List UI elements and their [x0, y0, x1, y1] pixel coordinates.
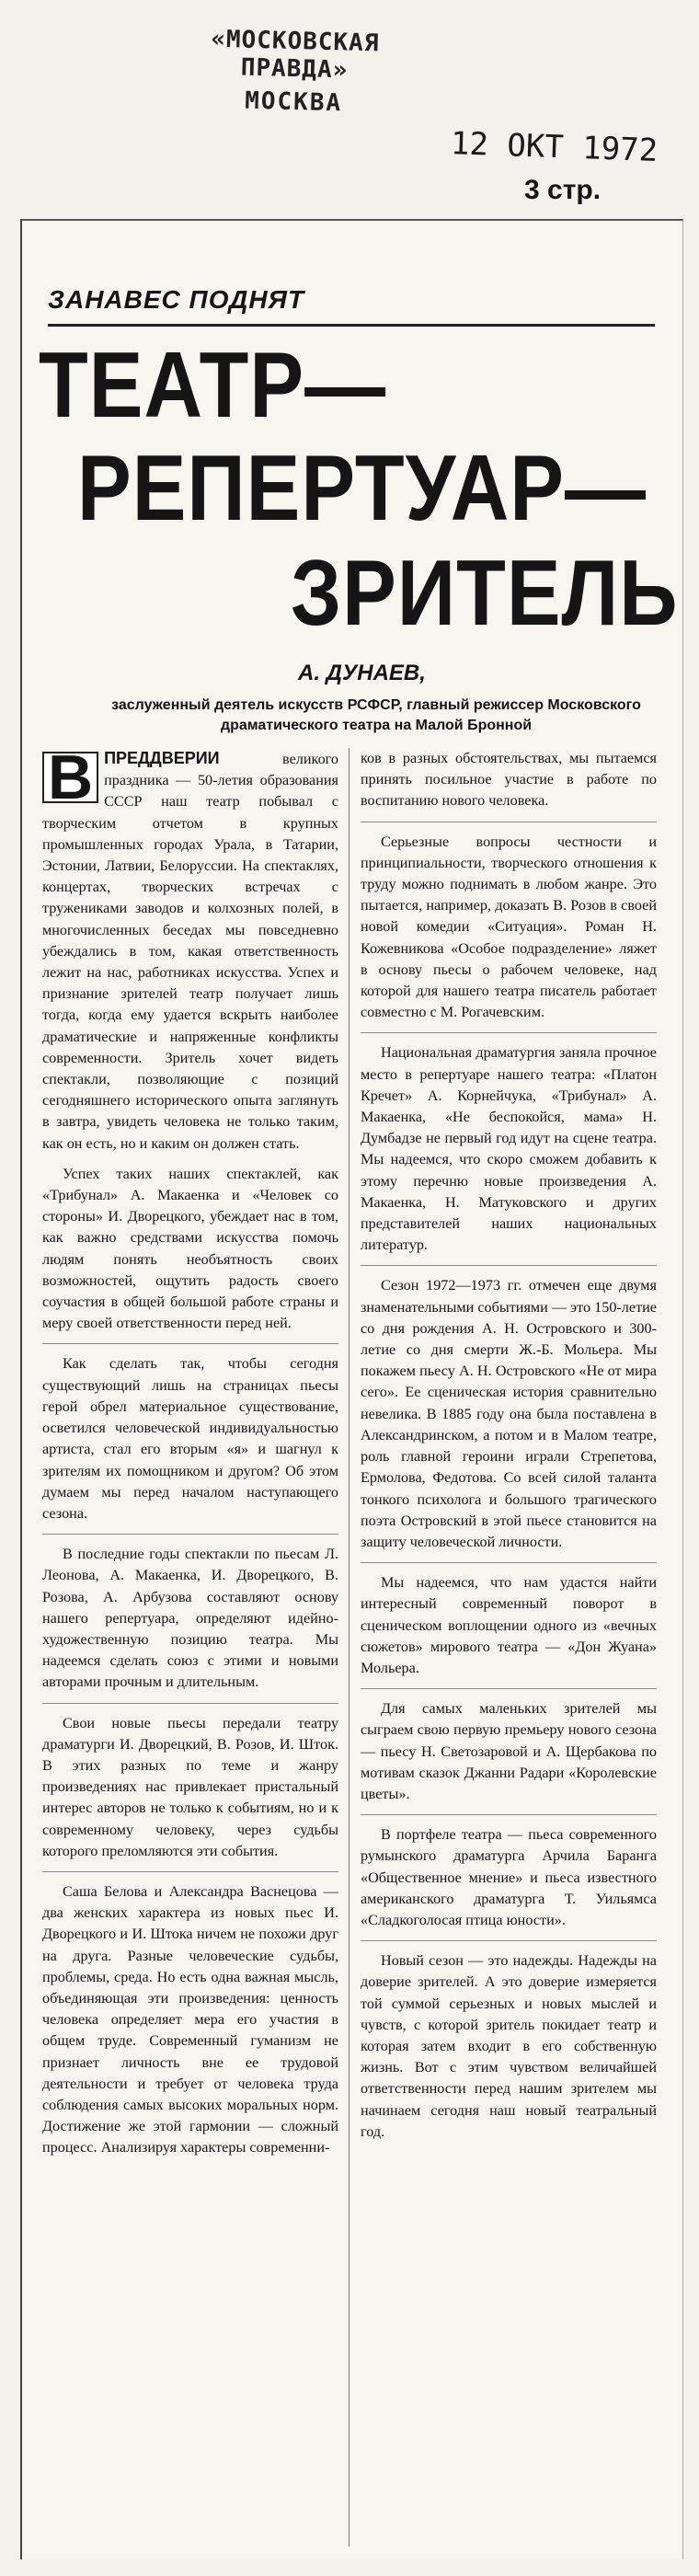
- article-paragraph: Саша Белова и Александра Васнецова — два женских характера из новых пьес И. Дворецкого и И. Штока ничем не похожи друг на друга. Разные человеческие судьбы, проблемы, среда. Но есть одна важная мысль, объединяющая эти произведения: ценность человека определяет мера его участия в общем труде. Современный гуманизм не признает личность вне ее трудовой деятельности и требует от человека труда соблюдения самых высоких моральных норм. Достижение же этой гармонии — сложный процесс. Анализируя характеры современни-: [42, 1882, 338, 2156]
- paragraph-divider: [361, 1265, 657, 1266]
- stamp-city: МОСКВА: [244, 86, 343, 118]
- paragraph-divider: [361, 1562, 657, 1563]
- newspaper-name-stamp: [155, 24, 433, 120]
- headline-line-3: ЗРИТЕЛЬ: [291, 540, 679, 645]
- paragraph-divider: [42, 1703, 338, 1704]
- paragraph-divider: [42, 1534, 338, 1535]
- lead-paragraph: [42, 748, 338, 1155]
- headline-line-1: ТЕАТР—: [39, 332, 387, 437]
- article-paragraph: Национальная драматургия заняла прочное место в репертуаре нашего театра: «Платон Кречет» А. Корнейчука, «Трибунал» А. Макаенка, «Не беспокойся, мама» Н. Думбадзе не первый год идут на сцене театра. Мы надеемся, что скоро сможем добавить к этому перечню новые произведения А. Макаенка, Н. Матуковского и других представителей наших национальных литератур.: [361, 1044, 657, 1254]
- article-paragraph: В портфеле театра — пьеса современного румынского драматурга Арчила Баранга «Общественное мнение» и пьеса известного американского драматурга Т. Уильямса «Сладкоголосая птица юности».: [361, 1826, 657, 1928]
- paragraph-divider: [42, 1871, 338, 1872]
- paragraph-divider: [361, 1940, 657, 1941]
- paragraph-divider: [42, 1343, 338, 1344]
- page-number: 3 стр.: [524, 175, 602, 205]
- article-paragraph: Мы надеемся, что нам удастся найти интересный современный поворот в сценическом воплощении одного из «вечных сюжетов» мирового театра — «Дон Жуана» Мольера.: [361, 1574, 657, 1676]
- paragraph-text: великого праздника — 50-летия образования СССР наш театр побывал с творческим отчетом в крупных промышленных городах Урала, в Татарии, Эстонии, Латвии, Белоруссии. На спектаклях, концертах, творческих встречах с тружениками заводов и колхозных полей, в многочисленных беседах мы повседневно убеждались в том, какая ответственность лежит на нас, работниках искусства. Успех и признание зрителей театр получает лишь тогда, когда ему удается вскрыть наиболее драматические и напряженные конфликты современности. Зритель хочет видеть спектакли, позволяющие с позиций сегодняшнего исторического опыта заглянуть в завтра, увидеть человека не только таким, как он есть, но и каким он должен стать.: [42, 751, 338, 1152]
- article-paragraph: Сезон 1972—1973 гг. отмечен еще двумя знаменательными событиями — это 150-летие со дня рождения А. Н. Островского и 300-летие со дня смерти Ж.-Б. Мольера. Мы покажем пьесу А. Н. Островского «Не от мира сего». Ее сценическая история сравнительно невелика. В 1885 году она была поставлена в Александринском, а потом и в Малом театре, роль главной героини играли Стрепетова, Ермолова, Федотова. Со всей силой таланта тонкого психолога и большого трагического поэта Островский в этой пьесе становится на защиту человеческой личности.: [361, 1277, 657, 1550]
- rubric-heading: ЗАНАВЕС ПОДНЯТ: [48, 285, 305, 314]
- article-paragraph: Свои новые пьесы передали театру драматурги И. Дворецкий, В. Розов, И. Шток. В этих разных по теме и жанру произведениях нас привлекает пристальный интерес авторов не только к событиям, но и к современному человеку, через судьбы которого преломляются эти события.: [42, 1714, 338, 1859]
- article-paragraph: Серьезные вопросы честности и принципиальности, творческого отношения к труду можно поднимать в любом жанре. Это пытается, например, доказать В. Розов в своей новой комедии «Ситуация». Роман Н. Кожевникова «Особое подразделение» ляжет в основу пьесы о рабочем человеке, над которой для нашего театра писатель работает совместно с М. Рогачевским.: [361, 833, 657, 1021]
- date-stamp: 12 ОКТ 1972: [450, 125, 659, 169]
- author-credentials: заслуженный деятель искусств РСФСР, главный режиссер Московского драматического театра на Малой Бронной: [111, 697, 641, 733]
- article-paragraph: В последние годы спектакли по пьесам Л. Леонова, А. Макаенка, И. Дворецкого, В. Розова, А. Арбузова составляют основу нашего репертуара, определяют идейно-художественную позицию театра. Мы надеемся сделать союз с этими и новыми авторами прочным и длительным.: [42, 1546, 338, 1691]
- article-column-right: [361, 748, 657, 2547]
- rubric-divider: [48, 324, 655, 327]
- paragraph-divider: [361, 1814, 657, 1815]
- article-paragraph: Успех таких наших спектаклей, как «Трибунал» А. Макаенка и «Человек со стороны» И. Дворецкого, убеждает нас в том, как важно средствами искусства помочь людям понять необъятность своих возможностей, ощутить радость своего соучастия в общей большой работе страны и меру своей ответственности перед ней.: [42, 1165, 338, 1332]
- article-column-left: [42, 748, 338, 2547]
- article-paragraph: Как сделать так, чтобы сегодня существующий лишь на страницах пьесы герой обрел материальное существование, осветился человеческой индивидуальностью артиста, стал его вторым «я» и шагнул к зрителям их помощником и другом? Об этом думаем мы перед началом наступающего сезона.: [42, 1355, 338, 1522]
- headline-line-2: РЕПЕРТУАР—: [77, 435, 647, 540]
- drop-cap: В: [42, 752, 98, 803]
- article-paragraph: ков в разных обстоятельствах, мы пытаемся принять посильное участие в работе по воспитанию нового человека.: [361, 750, 657, 810]
- paragraph-divider: [361, 1688, 657, 1689]
- paragraph-divider: [361, 1032, 657, 1033]
- lead-word: ПРЕДДВЕРИИ: [104, 749, 220, 767]
- article-clipping: [20, 219, 683, 2559]
- article-paragraph: Для самых маленьких зрителей мы сыграем свою первую премьеру нового сезона — пьесу Н. Светозаровой и А. Щербакова по мотивам сказок Джанни Радари «Королевские цветы».: [361, 1700, 657, 1802]
- stamp-newspaper-title: «МОСКОВСКАЯ ПРАВДА»: [210, 25, 380, 85]
- article-paragraph: Новый сезон — это надежды. Надежды на доверие зрителей. А это доверие измеряется той суммой серьезных и новых мыслей и чувств, с которой зритель покидает театр и которая затем входит в его собственную жизнь. Вот с этим чувством величайшей ответственности перед нашим зрителем мы начинаем сегодня наш новый театральный год.: [361, 1952, 657, 2140]
- author-name: А. ДУНАЕВ,: [298, 661, 426, 685]
- column-divider: [349, 748, 350, 2547]
